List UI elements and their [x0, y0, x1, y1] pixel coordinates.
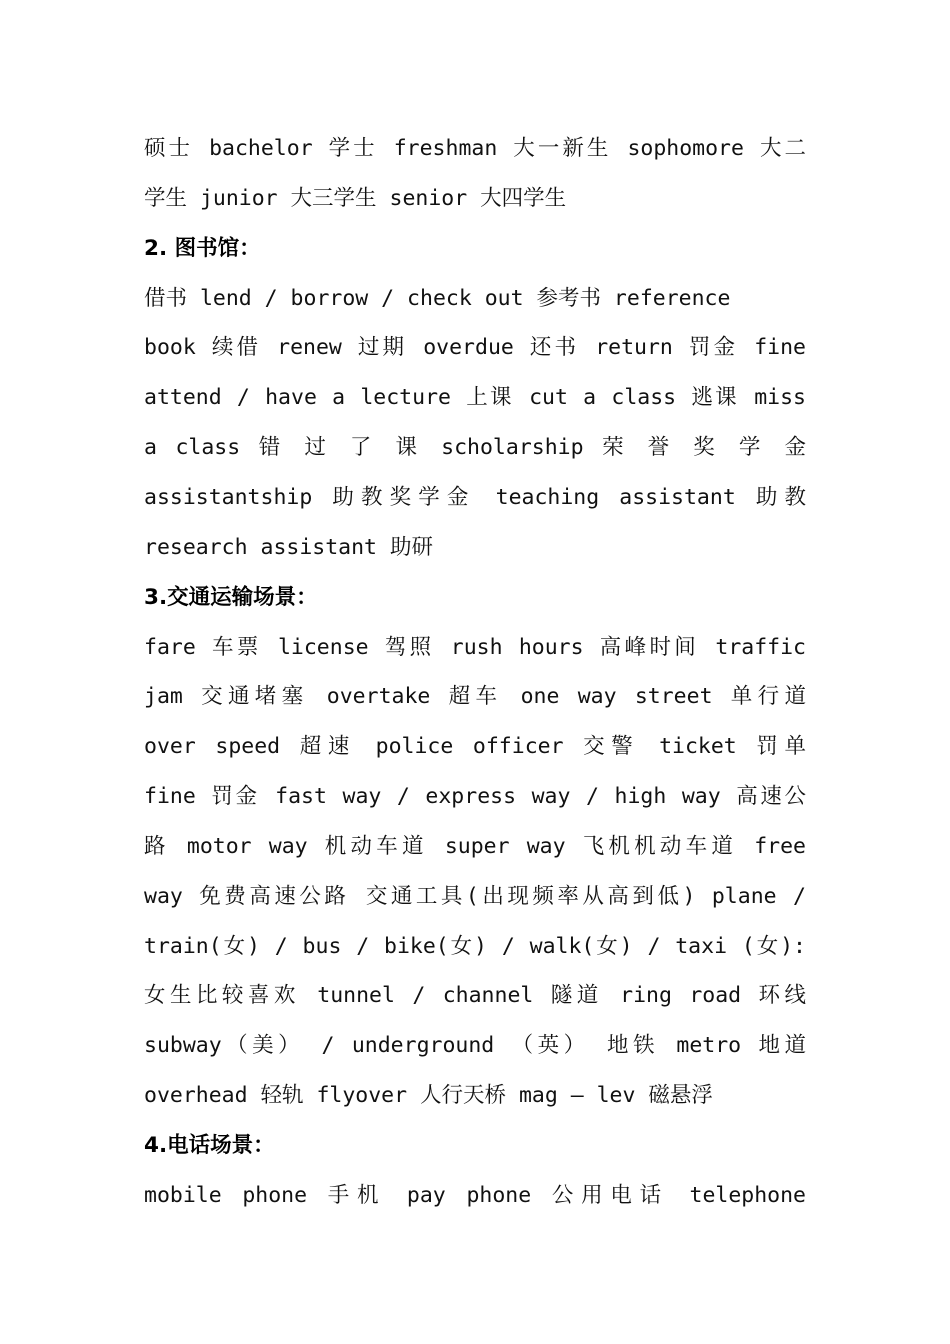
text-line: research assistant 助研: [144, 534, 433, 560]
text-line: 借书 lend / borrow / check out 参考书 reference: [144, 285, 731, 311]
text-line: assistantship 助教奖学金 teaching assistant 助教: [144, 484, 806, 510]
text-line: train(女) / bus / bike(女) / walk(女) / taxi (女):: [144, 933, 806, 959]
section-heading: 4.电话场景：: [144, 1133, 275, 1158]
text-line: 路 motor way 机动车道 super way 飞机机动车道 free: [144, 833, 806, 859]
section-heading: 2. 图书馆：: [144, 235, 261, 261]
text-line: over speed 超速 police officer 交警 ticket 罚单: [144, 734, 806, 760]
text-line: book 续借 renew 过期 overdue 还书 return 罚金 fine: [144, 335, 806, 361]
text-line: overhead 轻轨 flyover 人行天桥 mag – lev 磁悬浮: [144, 1083, 713, 1109]
text-line: way 免费高速公路 交通工具(出现频率从高到低) plane /: [144, 883, 806, 909]
text-line: fare 车票 license 驾照 rush hours 高峰时间 traffic: [144, 634, 806, 660]
text-line: a class 错 过 了 课 scholarship 荣 誉 奖 学 金: [144, 435, 806, 461]
text-line: 硕士 bachelor 学士 freshman 大一新生 sophomore 大二: [144, 136, 806, 161]
section-heading: 3.交通运输场景：: [144, 584, 318, 610]
text-line: 女生比较喜欢 tunnel / channel 隧道 ring road 环线: [144, 983, 806, 1009]
text-line: fine 罚金 fast way / express way / high way 高速公: [144, 784, 806, 810]
text-line: subway（美） / underground （英） 地铁 metro 地道: [144, 1033, 806, 1059]
text-line: mobile phone 手机 pay phone 公用电话 telephone: [144, 1182, 806, 1208]
text-line: attend / have a lecture 上课 cut a class 逃课 miss: [144, 385, 806, 411]
text-line: 学生 junior 大三学生 senior 大四学生: [144, 185, 567, 211]
text-line: jam 交通堵塞 overtake 超车 one way street 单行道: [144, 684, 806, 710]
